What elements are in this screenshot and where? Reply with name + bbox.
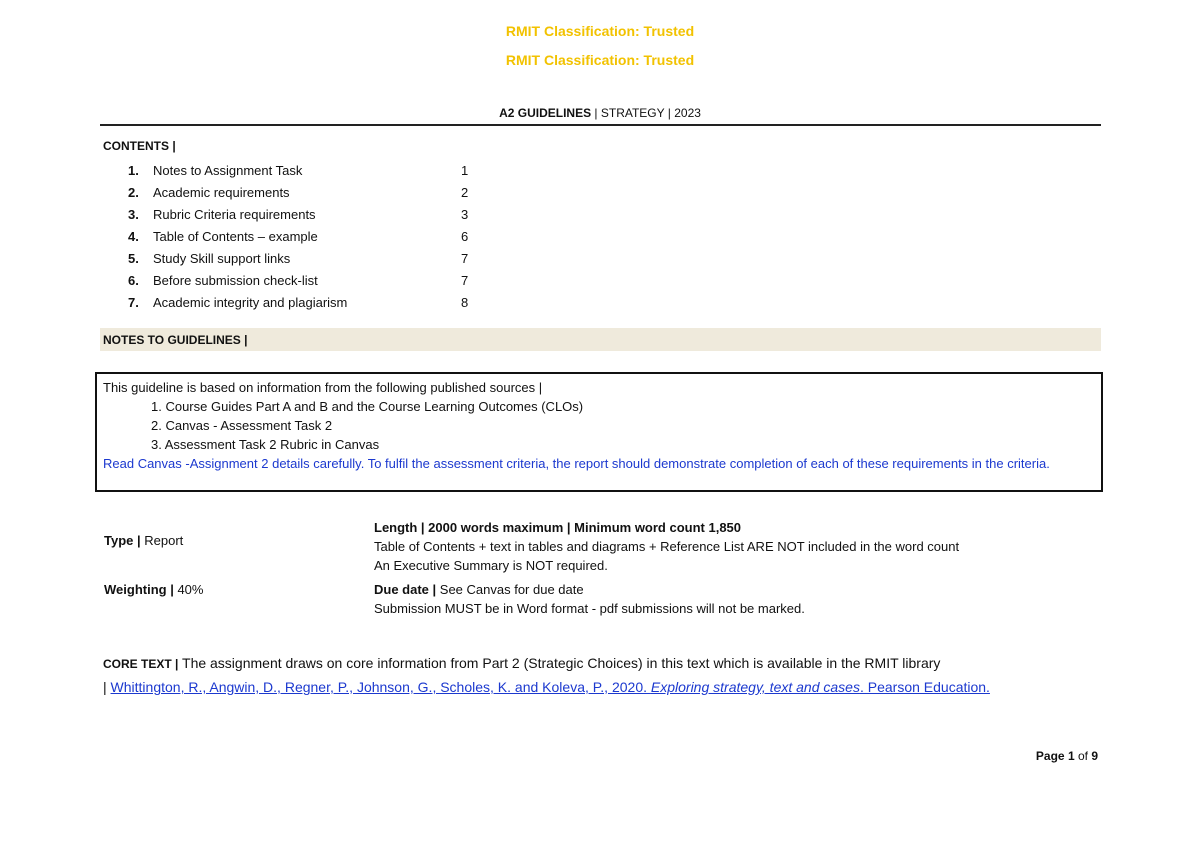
document-title-bold: A2 GUIDELINES (499, 106, 592, 120)
sources-box (95, 372, 1103, 492)
toc-item[interactable]: 1. Notes to Assignment Task 1 (128, 160, 463, 182)
toc-item[interactable]: 2. Academic requirements 2 (128, 182, 463, 204)
toc-page-number: 7 (461, 273, 469, 288)
due-date-block: Due date | See Canvas for due date Submission MUST be in Word format - pdf submissions will not be marked. (374, 582, 805, 616)
toc-item[interactable]: 6. Before submission check-list 7 (128, 270, 463, 292)
classification-label: RMIT Classification: Trusted (505, 23, 695, 39)
sources-list (103, 397, 1095, 454)
notes-heading: NOTES TO GUIDELINES | (103, 333, 248, 347)
toc-page-number: 2 (461, 185, 469, 200)
toc-item[interactable]: 5. Study Skill support links 7 (128, 248, 463, 270)
toc-item[interactable]: 7. Academic integrity and plagiarism 8 (128, 292, 463, 314)
toc-page-number: 8 (461, 295, 469, 310)
toc-page-number: 7 (461, 251, 469, 266)
classification-label: RMIT Classification: Trusted (505, 52, 695, 68)
toc-page-number: 1 (461, 163, 469, 178)
toc-page-number: 6 (461, 229, 469, 244)
source-item: 1. Course Guides Part A and B and the Course Learning Outcomes (CLOs) (151, 399, 584, 414)
toc-item[interactable]: 4. Table of Contents – example 6 (128, 226, 463, 248)
document-title (0, 106, 1200, 120)
weighting-row: Weighting | 40% (104, 582, 204, 597)
canvas-note: Read Canvas -Assignment 2 details carefully. To fulfil the assessment criteria, the report should demonstrate completion of each of these requirements in the criteria. (103, 456, 1050, 471)
sources-intro: This guideline is based on information from the following published sources | (103, 380, 543, 395)
header-divider (100, 124, 1101, 126)
length-heading: Length | 2000 words maximum | Minimum word count 1,850 (374, 520, 742, 535)
table-of-contents (128, 160, 469, 314)
type-row: Type | Report (104, 533, 184, 548)
source-item: 2. Canvas - Assessment Task 2 (151, 418, 333, 433)
core-text-reference-link[interactable]: Whittington, R., Angwin, D., Regner, P., Johnson, G., Scholes, K. and Koleva, P., 2020. Exploring strategy, text and cases. Pearson Education. (110, 679, 990, 695)
core-text-paragraph: CORE TEXT | The assignment draws on core information from Part 2 (Strategic Choices) in this text which is available in the RMIT library | Whittington, R., Angwin, D., Regner, P., Johnson, G., Scholes, K. and Koleva, P., 2020. Exploring strategy, text and cases. Pearson Education. (103, 655, 990, 695)
toc-item[interactable]: 3. Rubric Criteria requirements 3 (128, 204, 463, 226)
length-block: Length | 2000 words maximum | Minimum word count 1,850 Table of Contents + text in tables and diagrams + Reference List ARE NOT included in the word count An Executive Summary is NOT required. (374, 520, 960, 573)
toc-page-number: 3 (461, 207, 469, 222)
source-item: 3. Assessment Task 2 Rubric in Canvas (151, 437, 380, 452)
page-number: Page 1 of 9 (1035, 749, 1098, 763)
notes-heading-band (100, 328, 1101, 351)
core-text-label: CORE TEXT | (103, 657, 179, 671)
document-title-rest: | STRATEGY | 2023 (591, 106, 701, 120)
contents-heading: CONTENTS | (103, 139, 176, 153)
